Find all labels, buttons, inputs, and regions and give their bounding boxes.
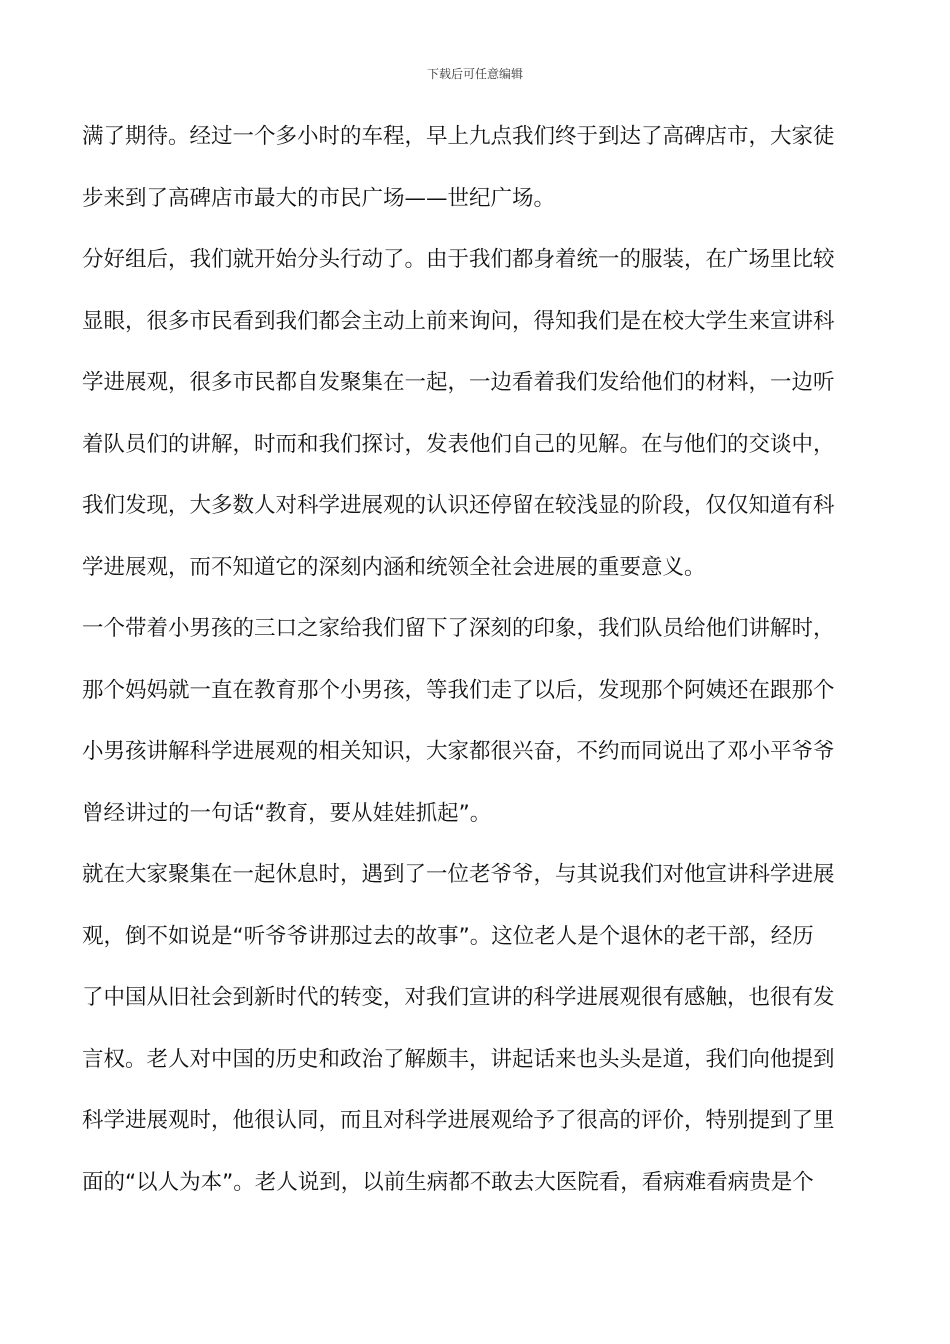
text-line: 面的“以人为本”。老人说到，以前生病都不敢去大医院看，看病难看病贵是个 <box>82 1169 814 1195</box>
text-line: 言权。老人对中国的历史和政治了解颇丰，讲起话来也头头是道，我们向他提到 <box>82 1046 835 1072</box>
text-line: 我们发现，大多数人对科学进展观的认识还停留在较浅显的阶段，仅仅知道有科 <box>82 493 835 518</box>
text-line: 了中国从旧社会到新时代的转变，对我们宣讲的科学进展观很有感触，也很有发 <box>82 985 835 1010</box>
text-line: 小男孩讲解科学进展观的相关知识，大家都很兴奋，不约而同说出了邓小平爷爷 <box>82 739 835 764</box>
text-line: 曾经讲过的一句话“教育，要从娃娃抓起”。 <box>82 800 492 826</box>
text-line: 学进展观，很多市民都自发聚集在一起，一边看着我们发给他们的材料，一边听 <box>82 370 835 395</box>
text-line: 满了期待。经过一个多小时的车程，早上九点我们终于到达了高碑店市，大家徒 <box>82 124 835 149</box>
text-line: 观，倒不如说是“听爷爷讲那过去的故事”。这位老人是个退休的老干部，经历 <box>82 923 814 949</box>
text-line: 就在大家聚集在一起休息时，遇到了一位老爷爷，与其说我们对他宣讲科学进展 <box>82 862 835 887</box>
text-line: 显眼，很多市民看到我们都会主动上前来询问，得知我们是在校大学生来宣讲科 <box>82 308 835 334</box>
text-line: 学进展观，而不知道它的深刻内涵和统领全社会进展的重要意义。 <box>82 554 706 580</box>
text-line: 分好组后，我们就开始分头行动了。由于我们都身着统一的服装，在广场里比较 <box>82 247 835 272</box>
body-text <box>82 118 872 1225</box>
text-line: 步来到了高碑店市最大的市民广场——世纪广场。 <box>82 185 556 211</box>
text-line: 科学进展观时，他很认同，而且对科学进展观给予了很高的评价，特别提到了里 <box>82 1108 835 1133</box>
text-line: 那个妈妈就一直在教育那个小男孩，等我们走了以后，发现那个阿姨还在跟那个 <box>82 677 835 703</box>
text-line: 一个带着小男孩的三口之家给我们留下了深刻的印象，我们队员给他们讲解时， <box>82 616 835 641</box>
page-header: 下载后可任意编辑 <box>426 67 523 81</box>
text-line: 着队员们的讲解，时而和我们探讨，发表他们自己的见解。在与他们的交谈中， <box>82 431 835 457</box>
